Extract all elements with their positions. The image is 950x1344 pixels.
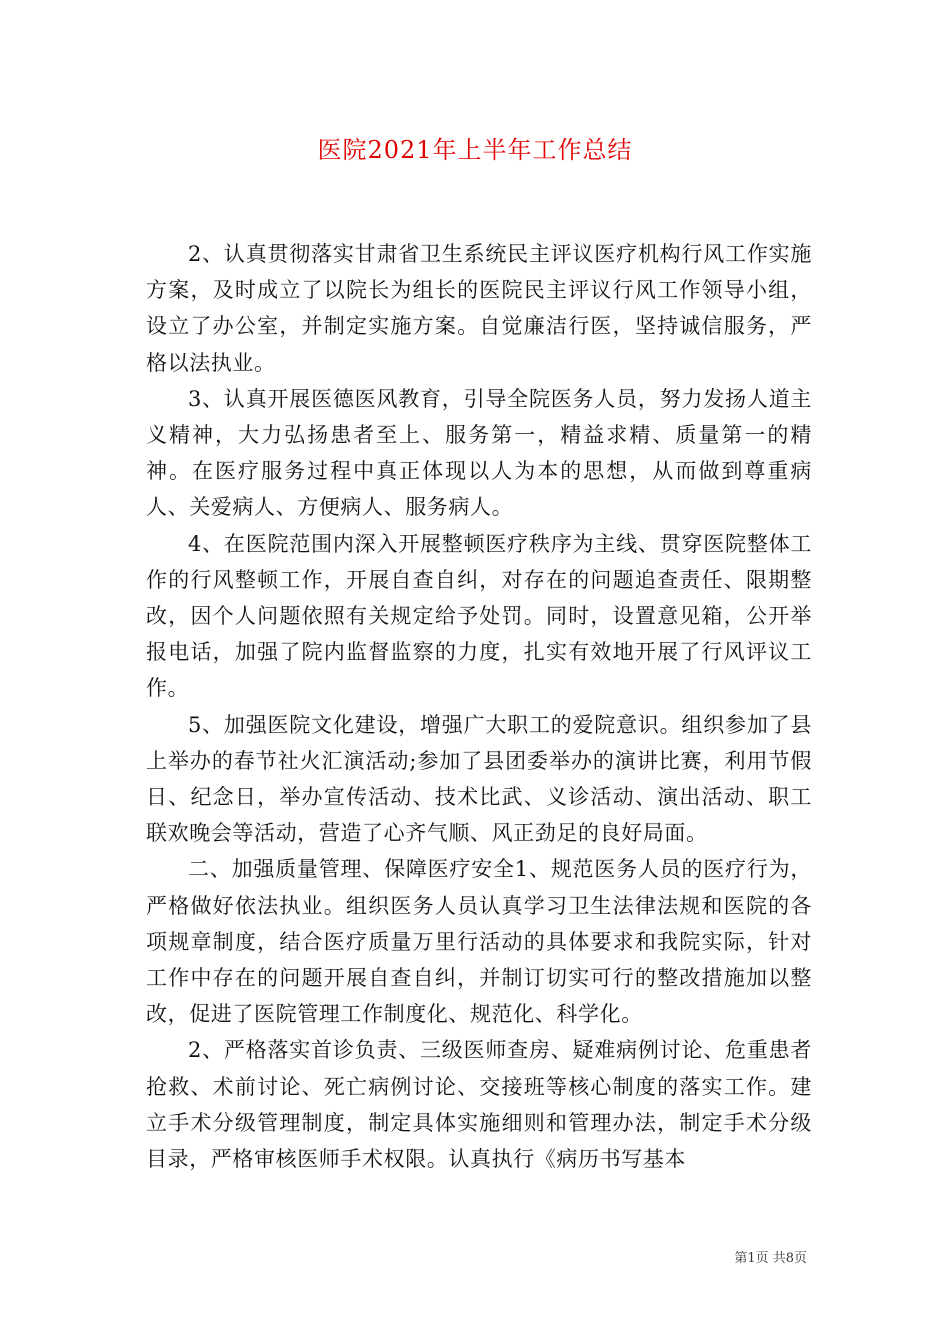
- document-title: 医院2021年上半年工作总结: [317, 136, 633, 164]
- paragraph: 2、严格落实首诊负责、三级医师查房、疑难病例讨论、危重患者抢救、术前讨论、死亡病例讨论、交接班等核心制度的落实工作。建立手术分级管理制度，制定具体实施细则和管理办法，制定手术分级目录，严格审核医师手术权限。认真执行《病历书写基本: [146, 1038, 812, 1172]
- document-body: [146, 236, 812, 1177]
- paragraph: 3、认真开展医德医风教育，引导全院医务人员，努力发扬人道主义精神，大力弘扬患者至上、服务第一，精益求精、质量第一的精神。在医疗服务过程中真正体现以人为本的思想，从而做到尊重病人、关爱病人、方便病人、服务病人。: [146, 386, 812, 520]
- paragraph: 2、认真贯彻落实甘肃省卫生系统民主评议医疗机构行风工作实施方案，及时成立了以院长为组长的医院民主评议行风工作领导小组，设立了办公室，并制定实施方案。自觉廉洁行医，坚持诚信服务，严格以法执业。: [146, 242, 812, 375]
- paragraph: 二、加强质量管理、保障医疗安全1、规范医务人员的医疗行为，严格做好依法执业。组织医务人员认真学习卫生法律法规和医院的各项规章制度，结合医疗质量万里行活动的具体要求和我院实际，针对工作中存在的问题开展自查自纠，并制订切实可行的整改措施加以整改，促进了医院管理工作制度化、规范化、科学化。: [146, 857, 812, 1027]
- paragraph: 4、在医院范围内深入开展整顿医疗秩序为主线、贯穿医院整体工作的行风整顿工作，开展自查自纠，对存在的问题追查责任、限期整改，因个人问题依照有关规定给予处罚。同时，设置意见箱，公开举报电话，加强了院内监督监察的力度，扎实有效地开展了行风评议工作。: [146, 531, 812, 701]
- paragraph: 5、加强医院文化建设，增强广大职工的爱院意识。组织参加了县上举办的春节社火汇演活动;参加了县团委举办的演讲比赛，利用节假日、纪念日，举办宣传活动、技术比武、义诊活动、演出活动、职工联欢晚会等活动，营造了心齐气顺、风正劲足的良好局面。: [146, 712, 812, 846]
- page-number: 第1页 共8页: [734, 1251, 807, 1266]
